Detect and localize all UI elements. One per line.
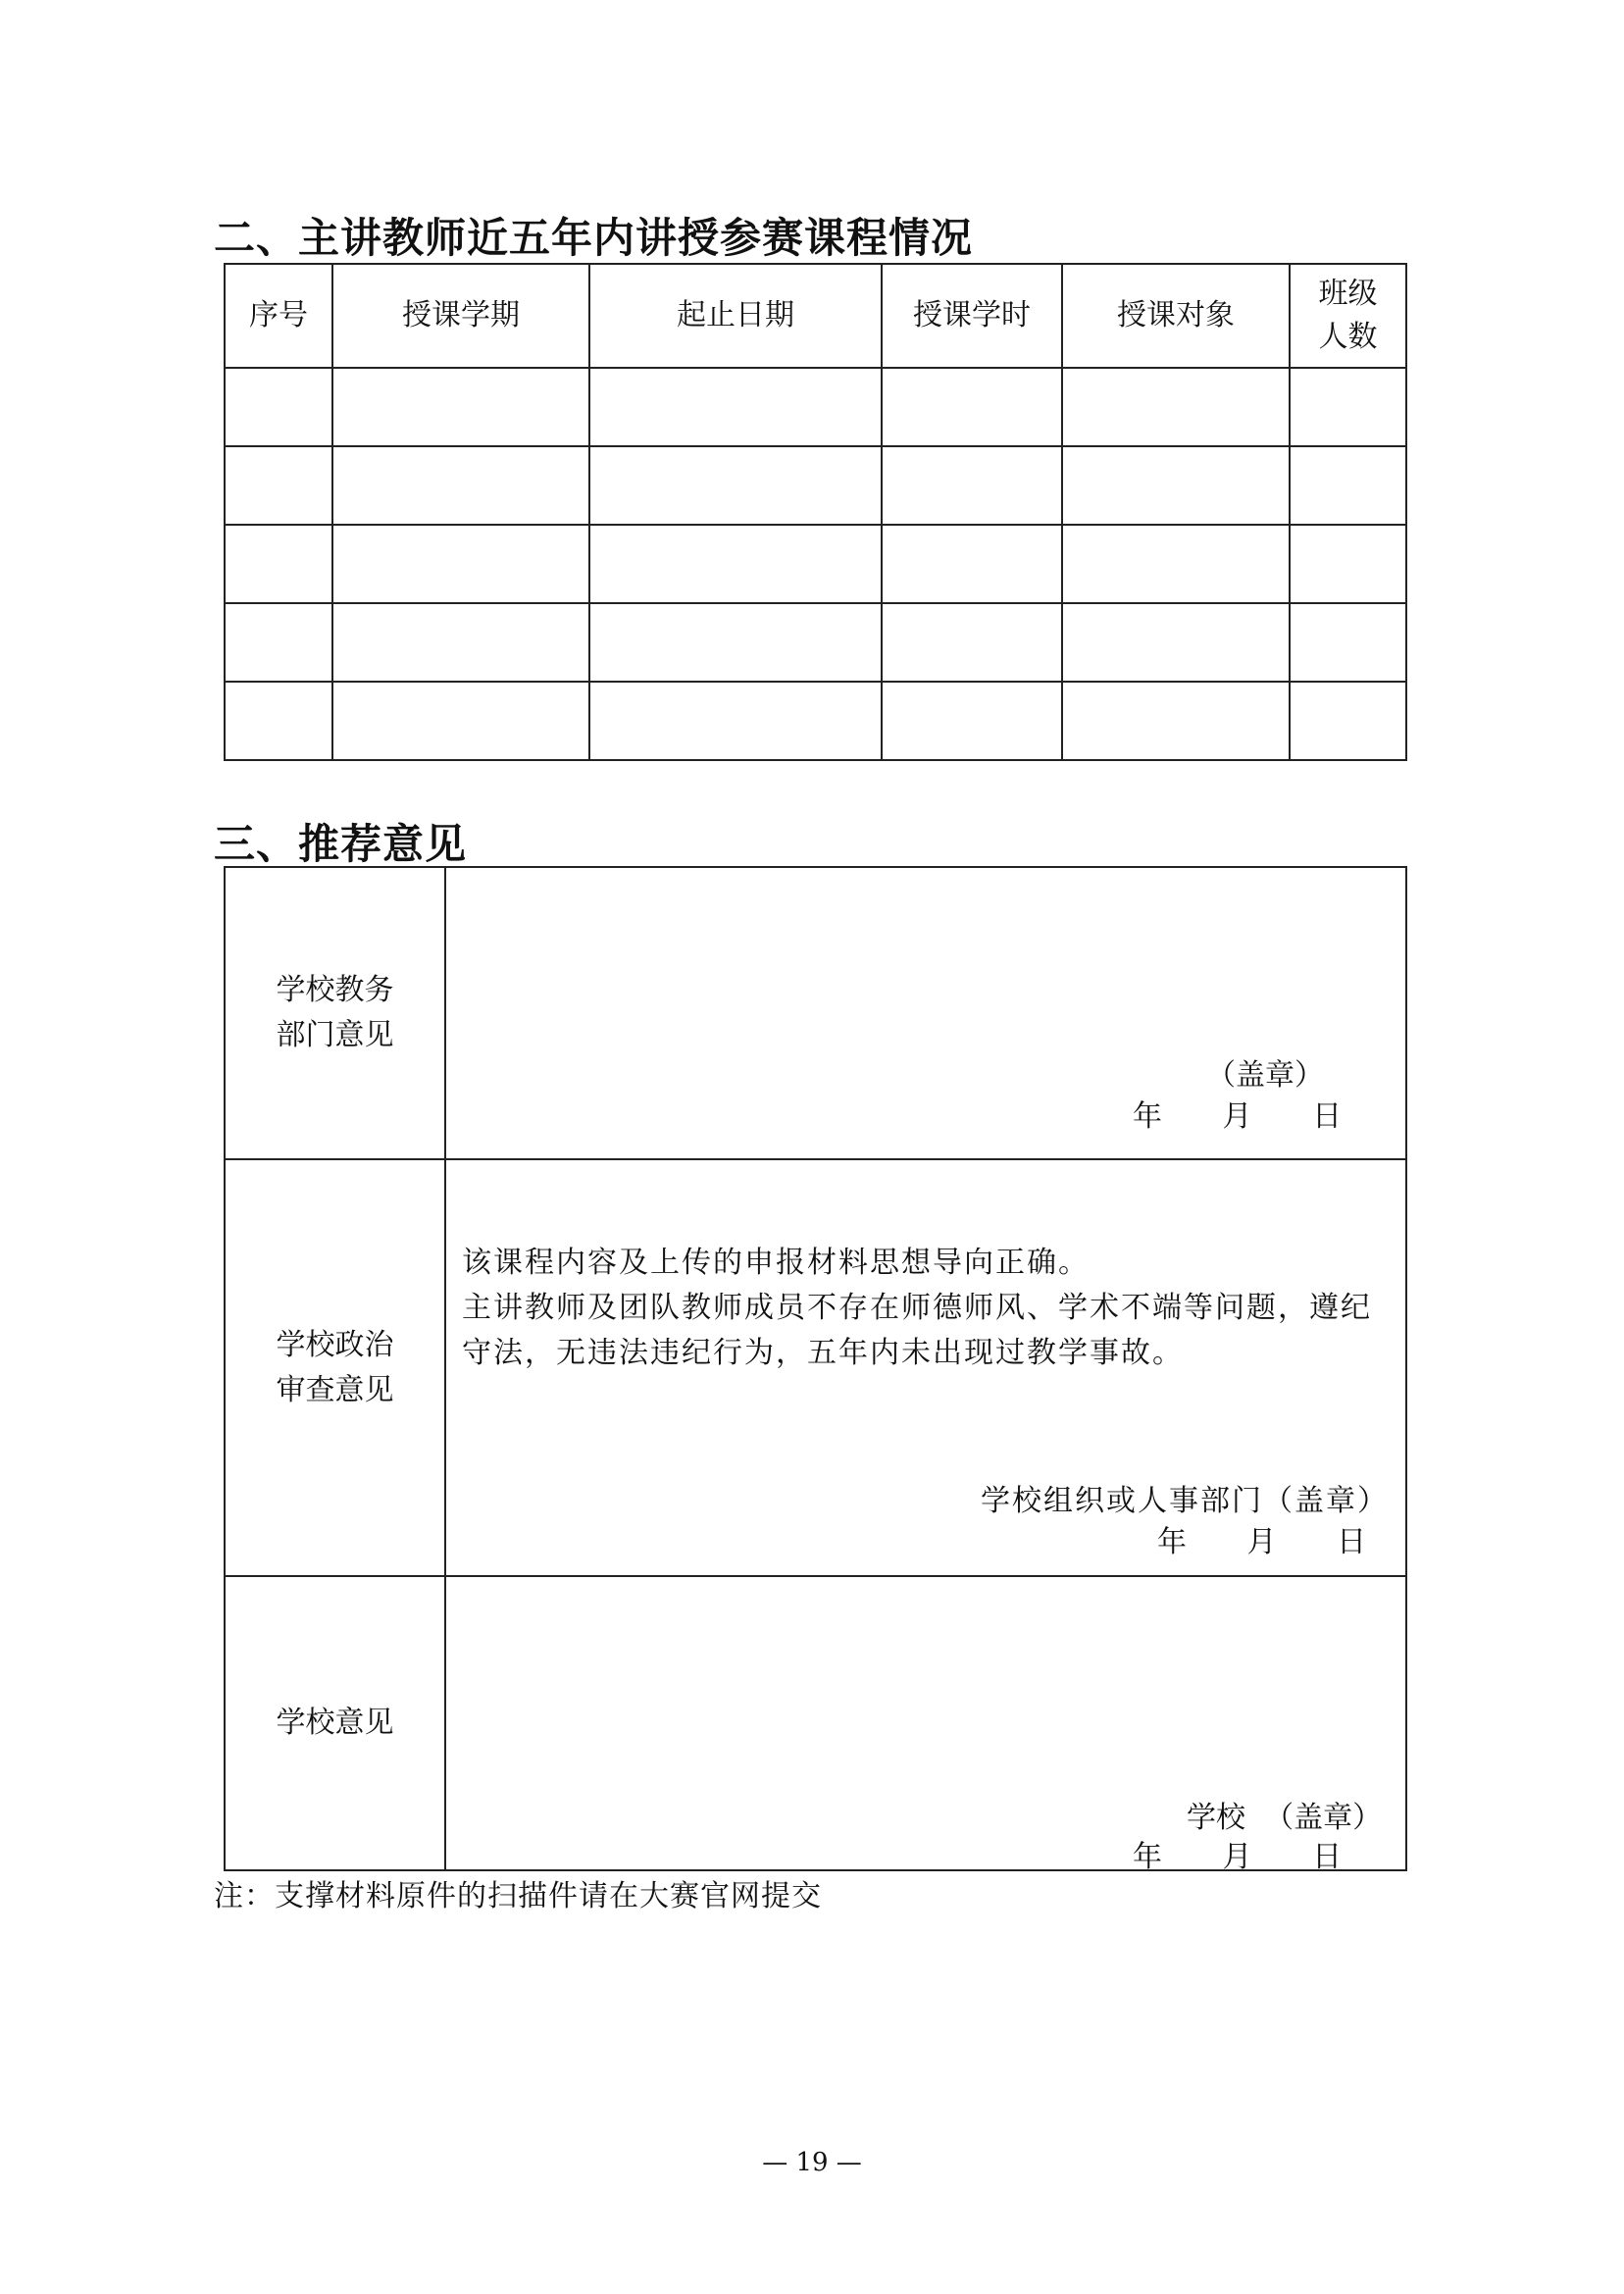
political-review-label-line2: 审查意见 bbox=[276, 1372, 394, 1407]
table-cell[interactable] bbox=[882, 525, 1062, 603]
table-row bbox=[225, 525, 1406, 603]
table-cell[interactable] bbox=[1290, 446, 1406, 525]
header-audience: 授课对象 bbox=[1062, 264, 1290, 368]
academic-affairs-label bbox=[225, 867, 445, 1159]
header-class-size bbox=[1290, 264, 1406, 368]
date-month: 月 bbox=[1222, 1099, 1252, 1134]
header-dates: 起止日期 bbox=[589, 264, 882, 368]
seal-note: 学校 （盖章） bbox=[1187, 1801, 1383, 1835]
school-opinion-label bbox=[225, 1576, 445, 1870]
date-month: 月 bbox=[1222, 1840, 1252, 1874]
table-cell[interactable] bbox=[1062, 446, 1290, 525]
table-cell[interactable] bbox=[1062, 682, 1290, 760]
table-cell[interactable] bbox=[882, 682, 1062, 760]
table-cell[interactable] bbox=[332, 603, 589, 682]
school-opinion-row bbox=[225, 1576, 1406, 1870]
school-opinion[interactable] bbox=[445, 1576, 1406, 1874]
header-class-size-line1: 班级 bbox=[1318, 277, 1378, 311]
table-cell[interactable] bbox=[1062, 525, 1290, 603]
table-cell[interactable] bbox=[332, 446, 589, 525]
date-day: 日 bbox=[1312, 1099, 1343, 1134]
table-row bbox=[225, 368, 1406, 446]
table-header-row bbox=[225, 264, 1406, 368]
header-term: 授课学期 bbox=[332, 264, 589, 368]
date-day: 日 bbox=[1312, 1840, 1343, 1874]
section2-title: 二、主讲教师近五年内讲授参赛课程情况 bbox=[214, 214, 974, 262]
teaching-table bbox=[224, 263, 1407, 761]
table-cell[interactable] bbox=[1290, 525, 1406, 603]
table-cell[interactable] bbox=[225, 446, 332, 525]
political-review-opinion[interactable] bbox=[445, 1159, 1406, 1576]
date-line bbox=[1133, 1092, 1342, 1135]
table-cell[interactable] bbox=[589, 525, 882, 603]
seal-note: 学校组织或人事部门（盖章） bbox=[981, 1484, 1389, 1518]
academic-affairs-row bbox=[225, 867, 1406, 1159]
header-class-size-line2: 人数 bbox=[1318, 320, 1378, 354]
date-line bbox=[1133, 1832, 1342, 1875]
academic-affairs-opinion[interactable] bbox=[445, 867, 1406, 1159]
table-cell[interactable] bbox=[225, 368, 332, 446]
table-cell[interactable] bbox=[225, 525, 332, 603]
political-review-row bbox=[225, 1159, 1406, 1576]
political-review-label-line1: 学校政治 bbox=[276, 1327, 394, 1362]
table-row bbox=[225, 603, 1406, 682]
table-cell[interactable] bbox=[332, 682, 589, 760]
academic-affairs-label-line1: 学校教务 bbox=[276, 973, 394, 1007]
table-cell[interactable] bbox=[589, 603, 882, 682]
section3-title: 三、推荐意见 bbox=[214, 820, 468, 868]
table-row bbox=[225, 446, 1406, 525]
table-cell[interactable] bbox=[225, 603, 332, 682]
table-cell[interactable] bbox=[882, 446, 1062, 525]
table-cell[interactable] bbox=[332, 525, 589, 603]
table-cell[interactable] bbox=[882, 368, 1062, 446]
table-cell[interactable] bbox=[882, 603, 1062, 682]
table-cell[interactable] bbox=[225, 682, 332, 760]
academic-affairs-label-line2: 部门意见 bbox=[276, 1018, 394, 1052]
date-year: 年 bbox=[1157, 1525, 1187, 1559]
table-cell[interactable] bbox=[1062, 603, 1290, 682]
table-cell[interactable] bbox=[589, 682, 882, 760]
table-cell[interactable] bbox=[1062, 368, 1290, 446]
review-text-line1: 该课程内容及上传的申报材料思想导向正确。 bbox=[462, 1246, 1090, 1280]
table-row bbox=[225, 682, 1406, 760]
recommendation-table bbox=[224, 866, 1407, 1874]
footnote: 注：支撑材料原件的扫描件请在大赛官网提交 bbox=[214, 1879, 822, 1913]
table-cell[interactable] bbox=[1290, 682, 1406, 760]
review-text-line2: 主讲教师及团队教师成员不存在师德师风、学术不端等问题，遵纪 bbox=[462, 1291, 1372, 1325]
political-review-text bbox=[462, 1241, 1390, 1376]
header-seq: 序号 bbox=[225, 264, 332, 368]
table-cell[interactable] bbox=[332, 368, 589, 446]
table-cell[interactable] bbox=[589, 446, 882, 525]
review-text-line3: 守法，无违法违纪行为，五年内未出现过教学事故。 bbox=[462, 1336, 1184, 1370]
date-line bbox=[1157, 1517, 1366, 1560]
table-cell[interactable] bbox=[1290, 603, 1406, 682]
page-number: — 19 — bbox=[762, 2148, 862, 2177]
date-month: 月 bbox=[1246, 1525, 1277, 1559]
date-year: 年 bbox=[1133, 1099, 1162, 1134]
seal-note: （盖章） bbox=[1206, 1058, 1324, 1093]
header-hours: 授课学时 bbox=[882, 264, 1062, 368]
date-day: 日 bbox=[1337, 1525, 1367, 1559]
political-review-label bbox=[225, 1159, 445, 1576]
school-opinion-label-text: 学校意见 bbox=[276, 1706, 394, 1740]
date-year: 年 bbox=[1133, 1840, 1162, 1874]
table-cell[interactable] bbox=[1290, 368, 1406, 446]
table-cell[interactable] bbox=[589, 368, 882, 446]
